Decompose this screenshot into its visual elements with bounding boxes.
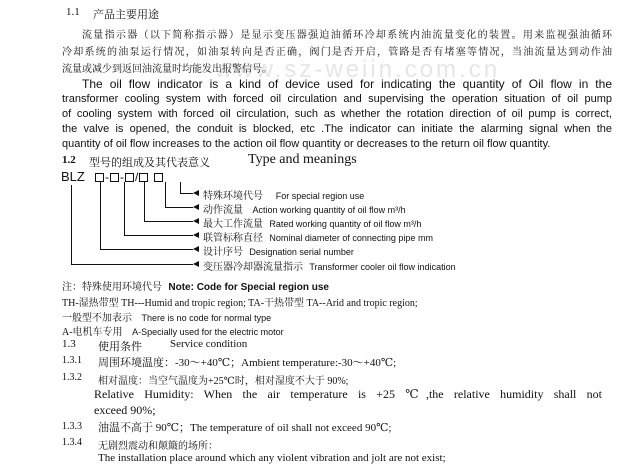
section-title: 产品主要用途 bbox=[93, 9, 159, 21]
legend-item: 联管标称直径 Nominal diameter of connecting pipe mm bbox=[203, 233, 433, 244]
en-paragraph-line: quantity of oil flow increases to the action oil flow quantity or decreases to the return oil flow quantity. bbox=[62, 138, 551, 150]
item-text: 无剧烈震动和颠簸的场所： bbox=[98, 441, 218, 452]
item-number: 1.3.2 bbox=[62, 372, 82, 383]
legend-item: 动作流量 Action working quantity of oil flow m³/h bbox=[203, 205, 406, 216]
item-text: 相对温度：当空气温度为+25℃时，相对湿度不大于 90%; bbox=[98, 376, 349, 387]
codes-line: TH-湿热带型 TH---Humid and tropic region; TA-干热带型 TA--Arid and tropic region; bbox=[62, 298, 418, 309]
zh-paragraph-line: 流量或减少到返回油流量时均能发出报警信号。 bbox=[62, 64, 272, 75]
section-title-zh: 型号的组成及其代表意义 bbox=[89, 157, 210, 169]
humidity-en-line: Relative Humidity: When the air temperature is +25 ℃,the relative humidity shall not bbox=[94, 387, 602, 401]
vehicle-line: A-电机车专用 A-Specially used for the electric motor bbox=[62, 327, 284, 338]
item-text: 油温不高于 90℃；The temperature of oil shall not exceed 90℃; bbox=[98, 422, 392, 434]
watermark: www.sz-weiin.com.cn bbox=[215, 56, 501, 83]
en-paragraph-line: the valve is opened, the conduit is blocked, etc .The indicator can initiate the alarming signal when the bbox=[62, 123, 612, 135]
legend-item: 变压器冷却器流量指示 Transformer cooler oil flow indication bbox=[203, 262, 456, 273]
legend-item: 最大工作流量 Rated working quantity of oil flow m³/h bbox=[203, 219, 422, 230]
en-paragraph-line: transformer cooling system with forced oil circulation and supervising the operation situation of oil pump bbox=[62, 93, 612, 105]
normal-type-line: 一般型不加表示 There is no code for normal type bbox=[62, 313, 272, 324]
legend-item: 设计序号 Designation serial number bbox=[203, 247, 354, 258]
item-number: 1.3.4 bbox=[62, 437, 82, 448]
section-number: 1.1 bbox=[66, 6, 80, 18]
section-title-zh: 使用条件 bbox=[98, 341, 142, 353]
section-title-en: Service condition bbox=[170, 338, 248, 350]
humidity-en-line: exceed 90%; bbox=[94, 403, 156, 417]
model-prefix: BLZ bbox=[61, 169, 85, 184]
zh-paragraph-line: 冷却系统的油泵运行情况，如油泵转向是否正确，阀门是否开启，管路是否有堵塞等情况，当油流量达到动作油 bbox=[62, 47, 612, 58]
section-number: 1.3 bbox=[62, 338, 76, 350]
item-text: 周围环境温度：-30～+40℃；Ambient temperature:-30～+40℃; bbox=[98, 357, 397, 369]
item-number: 1.3.1 bbox=[62, 355, 82, 366]
en-paragraph-line: The oil flow indicator is a kind of device used for indicating the quantity of Oil flow in the bbox=[82, 77, 612, 91]
en-paragraph-line: of cooling system with forced oil circulation, such as whether the rotation direction of oil pump is correct, bbox=[62, 108, 612, 120]
zh-paragraph-line: 流量指示器（以下简称指示器）是显示变压器强迫油循环冷却系统内油流量变化的装置。用来监视强油循环 bbox=[82, 30, 612, 41]
item-number: 1.3.3 bbox=[62, 421, 82, 432]
section-title-en: Type and meanings bbox=[248, 152, 357, 167]
legend-item: 特殊环境代号 For special region use bbox=[203, 191, 365, 202]
install-en-line: The installation place around which any violent vibration and jolt are not exist; bbox=[98, 452, 446, 464]
model-code-boxes: - - / bbox=[94, 170, 164, 184]
section-number: 1.2 bbox=[62, 154, 76, 166]
note-line: 注：特殊使用环境代号 Note: Code for Special region use bbox=[62, 282, 329, 293]
